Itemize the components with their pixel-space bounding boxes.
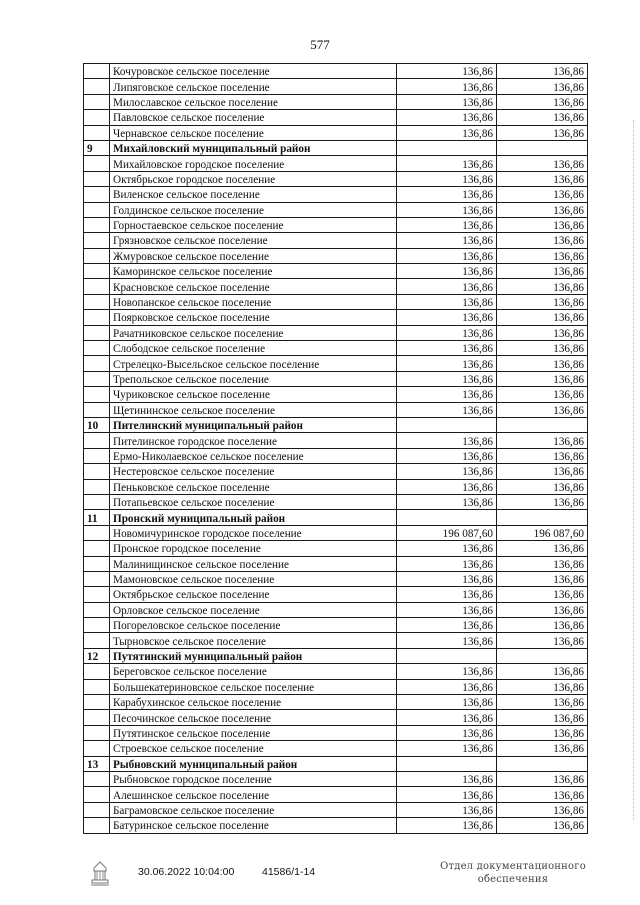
table-row (84, 279, 588, 294)
value-cell-2: 136,86 (497, 325, 588, 340)
row-number-cell (84, 525, 110, 540)
district-row (84, 756, 588, 771)
row-number-cell (84, 356, 110, 371)
page-footer (0, 858, 640, 898)
settlement-name-cell: Путятинское сельское поселение (110, 725, 397, 740)
table-row (84, 802, 588, 817)
row-number-cell (84, 217, 110, 232)
row-number-cell (84, 264, 110, 279)
table-row (84, 171, 588, 186)
value-cell-2: 136,86 (497, 587, 588, 602)
settlement-name-cell: Орловское сельское поселение (110, 602, 397, 617)
row-number-cell (84, 541, 110, 556)
table-row (84, 664, 588, 679)
value-cell-2: 136,86 (497, 741, 588, 756)
table-row (84, 618, 588, 633)
value-cell-1: 136,86 (397, 710, 497, 725)
value-cell-2: 136,86 (497, 356, 588, 371)
value-cell-1: 136,86 (397, 202, 497, 217)
value-cell-2: 136,86 (497, 94, 588, 109)
value-cell-1: 136,86 (397, 494, 497, 509)
settlement-name-cell: Карабухинское сельское поселение (110, 695, 397, 710)
value-cell-1: 136,86 (397, 171, 497, 186)
table-row (84, 587, 588, 602)
table-row (84, 294, 588, 309)
value-cell-2: 136,86 (497, 371, 588, 386)
row-number-cell (84, 202, 110, 217)
value-cell-1: 136,86 (397, 664, 497, 679)
row-number-cell (84, 156, 110, 171)
settlement-name-cell: Рыбновское городское поселение (110, 771, 397, 786)
value-cell-1: 196 087,60 (397, 525, 497, 540)
value-cell-2: 136,86 (497, 541, 588, 556)
value-cell-1: 136,86 (397, 125, 497, 140)
table-row (84, 233, 588, 248)
value-cell-1: 136,86 (397, 633, 497, 648)
row-number-cell (84, 679, 110, 694)
settlement-name-cell: Рыбновский муниципальный район (110, 756, 397, 771)
table-row (84, 248, 588, 263)
value-cell-1: 136,86 (397, 787, 497, 802)
value-cell-1: 136,86 (397, 587, 497, 602)
table-row (84, 556, 588, 571)
settlement-name-cell: Ермо-Николаевское сельское поселение (110, 448, 397, 463)
row-number-cell (84, 448, 110, 463)
table-row (84, 695, 588, 710)
settlement-name-cell: Стрелецко-Высельское сельское поселение (110, 356, 397, 371)
value-cell-2: 196 087,60 (497, 525, 588, 540)
value-cell-2: 136,86 (497, 695, 588, 710)
table-row (84, 525, 588, 540)
district-row (84, 417, 588, 432)
settlement-name-cell: Грязновское сельское поселение (110, 233, 397, 248)
table-row (84, 479, 588, 494)
row-number-cell (84, 248, 110, 263)
settlement-name-cell: Песочинское сельское поселение (110, 710, 397, 725)
value-cell-2 (497, 510, 588, 525)
settlement-name-cell: Михайловское городское поселение (110, 156, 397, 171)
value-cell-1: 136,86 (397, 233, 497, 248)
value-cell-1: 136,86 (397, 448, 497, 463)
department-line-1: Отдел документационного (440, 861, 586, 872)
page-number: 577 (310, 37, 330, 52)
value-cell-1: 136,86 (397, 402, 497, 417)
settlement-name-cell: Тырновское сельское поселение (110, 633, 397, 648)
value-cell-2: 136,86 (497, 571, 588, 586)
value-cell-2: 136,86 (497, 233, 588, 248)
value-cell-1: 136,86 (397, 371, 497, 386)
value-cell-2: 136,86 (497, 64, 588, 79)
value-cell-2: 136,86 (497, 310, 588, 325)
row-number-cell: 11 (84, 510, 110, 525)
settlement-name-cell: Кочуровское сельское поселение (110, 64, 397, 79)
department-stamp (420, 860, 606, 886)
row-number-cell (84, 94, 110, 109)
value-cell-2: 136,86 (497, 787, 588, 802)
settlement-name-cell: Павловское сельское поселение (110, 110, 397, 125)
row-number-cell: 13 (84, 756, 110, 771)
value-cell-1: 136,86 (397, 64, 497, 79)
value-cell-1: 136,86 (397, 217, 497, 232)
value-cell-2: 136,86 (497, 171, 588, 186)
table-row (84, 771, 588, 786)
value-cell-1: 136,86 (397, 310, 497, 325)
row-number-cell (84, 341, 110, 356)
value-cell-2: 136,86 (497, 156, 588, 171)
district-row (84, 140, 588, 155)
row-number-cell: 9 (84, 140, 110, 155)
row-number-cell (84, 233, 110, 248)
value-cell-2: 136,86 (497, 602, 588, 617)
row-number-cell (84, 771, 110, 786)
settlement-name-cell: Чернавское сельское поселение (110, 125, 397, 140)
document-number: 41586/1-14 (262, 866, 316, 878)
table-row (84, 741, 588, 756)
value-cell-2: 136,86 (497, 818, 588, 833)
table-row (84, 64, 588, 79)
value-cell-1: 136,86 (397, 771, 497, 786)
table-row (84, 371, 588, 386)
value-cell-1: 136,86 (397, 79, 497, 94)
settlement-name-cell: Путятинский муниципальный район (110, 648, 397, 663)
value-cell-1 (397, 417, 497, 432)
table-body (84, 64, 588, 834)
value-cell-1: 136,86 (397, 264, 497, 279)
row-number-cell (84, 279, 110, 294)
settlement-name-cell: Виленское сельское поселение (110, 187, 397, 202)
row-number-cell (84, 556, 110, 571)
row-number-cell (84, 587, 110, 602)
table-row (84, 541, 588, 556)
coat-of-arms-icon (88, 860, 112, 888)
value-cell-1: 136,86 (397, 818, 497, 833)
value-cell-2: 136,86 (497, 264, 588, 279)
table-row (84, 633, 588, 648)
value-cell-2: 136,86 (497, 433, 588, 448)
value-cell-1: 136,86 (397, 541, 497, 556)
value-cell-1: 136,86 (397, 464, 497, 479)
table-row (84, 202, 588, 217)
registration-datetime: 30.06.2022 10:04:00 (138, 866, 235, 878)
table-row (84, 187, 588, 202)
row-number-cell (84, 802, 110, 817)
table-row (84, 156, 588, 171)
settlement-name-cell: Каморинское сельское поселение (110, 264, 397, 279)
table-row (84, 217, 588, 232)
settlement-name-cell: Жмуровское сельское поселение (110, 248, 397, 263)
value-cell-1: 136,86 (397, 725, 497, 740)
value-cell-2: 136,86 (497, 187, 588, 202)
row-number-cell (84, 125, 110, 140)
value-cell-1 (397, 648, 497, 663)
row-number-cell (84, 187, 110, 202)
settlement-name-cell: Липяговское сельское поселение (110, 79, 397, 94)
settlement-name-cell: Рачатниковское сельское поселение (110, 325, 397, 340)
value-cell-1: 136,86 (397, 556, 497, 571)
value-cell-2: 136,86 (497, 402, 588, 417)
value-cell-1: 136,86 (397, 187, 497, 202)
row-number-cell (84, 325, 110, 340)
value-cell-1 (397, 140, 497, 155)
value-cell-2: 136,86 (497, 464, 588, 479)
value-cell-2: 136,86 (497, 679, 588, 694)
table-row (84, 94, 588, 109)
table-row (84, 494, 588, 509)
table-row (84, 433, 588, 448)
settlement-name-cell: Береговское сельское поселение (110, 664, 397, 679)
value-cell-1: 136,86 (397, 618, 497, 633)
table-row (84, 725, 588, 740)
value-cell-2: 136,86 (497, 633, 588, 648)
table-row (84, 79, 588, 94)
settlement-name-cell: Михайловский муниципальный район (110, 140, 397, 155)
value-cell-2: 136,86 (497, 217, 588, 232)
settlement-name-cell: Трепольское сельское поселение (110, 371, 397, 386)
row-number-cell (84, 787, 110, 802)
district-row (84, 510, 588, 525)
settlement-name-cell: Горностаевское сельское поселение (110, 217, 397, 232)
value-cell-1: 136,86 (397, 110, 497, 125)
value-cell-1 (397, 510, 497, 525)
row-number-cell (84, 664, 110, 679)
row-number-cell (84, 633, 110, 648)
value-cell-2: 136,86 (497, 479, 588, 494)
table-row (84, 110, 588, 125)
row-number-cell (84, 387, 110, 402)
value-cell-2: 136,86 (497, 725, 588, 740)
table-row (84, 325, 588, 340)
value-cell-1: 136,86 (397, 248, 497, 263)
value-cell-2: 136,86 (497, 664, 588, 679)
settlement-name-cell: Потапьевское сельское поселение (110, 494, 397, 509)
row-number-cell (84, 479, 110, 494)
value-cell-1: 136,86 (397, 325, 497, 340)
value-cell-1: 136,86 (397, 356, 497, 371)
table-row (84, 448, 588, 463)
table-row (84, 125, 588, 140)
table-row (84, 602, 588, 617)
table-row (84, 710, 588, 725)
data-table (83, 63, 588, 834)
value-cell-1: 136,86 (397, 802, 497, 817)
value-cell-1: 136,86 (397, 156, 497, 171)
table-row (84, 402, 588, 417)
row-number-cell: 12 (84, 648, 110, 663)
table-row (84, 387, 588, 402)
value-cell-2: 136,86 (497, 125, 588, 140)
settlement-name-cell: Щетининское сельское поселение (110, 402, 397, 417)
row-number-cell (84, 371, 110, 386)
settlement-name-cell: Красновское сельское поселение (110, 279, 397, 294)
row-number-cell (84, 464, 110, 479)
value-cell-1: 136,86 (397, 294, 497, 309)
value-cell-1: 136,86 (397, 387, 497, 402)
settlement-name-cell: Октябрьское городское поселение (110, 171, 397, 186)
settlement-name-cell: Малинищинское сельское поселение (110, 556, 397, 571)
value-cell-1: 136,86 (397, 341, 497, 356)
table-row (84, 310, 588, 325)
value-cell-1: 136,86 (397, 433, 497, 448)
value-cell-2: 136,86 (497, 618, 588, 633)
row-number-cell (84, 494, 110, 509)
settlement-name-cell: Большекатериновское сельское поселение (110, 679, 397, 694)
value-cell-2: 136,86 (497, 248, 588, 263)
value-cell-1: 136,86 (397, 94, 497, 109)
settlement-name-cell: Чуриковское сельское поселение (110, 387, 397, 402)
value-cell-1: 136,86 (397, 679, 497, 694)
value-cell-1: 136,86 (397, 741, 497, 756)
value-cell-1: 136,86 (397, 602, 497, 617)
settlement-name-cell: Октябрьское сельское поселение (110, 587, 397, 602)
settlement-name-cell: Пронский муниципальный район (110, 510, 397, 525)
value-cell-2 (497, 140, 588, 155)
row-number-cell (84, 64, 110, 79)
settlement-name-cell: Баграмовское сельское поселение (110, 802, 397, 817)
settlement-name-cell: Пителинское городское поселение (110, 433, 397, 448)
settlement-name-cell: Погореловское сельское поселение (110, 618, 397, 633)
value-cell-2: 136,86 (497, 771, 588, 786)
row-number-cell (84, 79, 110, 94)
settlement-name-cell: Мамоновское сельское поселение (110, 571, 397, 586)
row-number-cell (84, 402, 110, 417)
settlement-name-cell: Нестеровское сельское поселение (110, 464, 397, 479)
value-cell-2: 136,86 (497, 294, 588, 309)
department-line-2: обеспечения (477, 874, 549, 885)
value-cell-1 (397, 756, 497, 771)
row-number-cell (84, 602, 110, 617)
value-cell-1: 136,86 (397, 571, 497, 586)
value-cell-2: 136,86 (497, 279, 588, 294)
value-cell-2 (497, 648, 588, 663)
table-row (84, 264, 588, 279)
settlement-name-cell: Милославское сельское поселение (110, 94, 397, 109)
scan-edge-marks (630, 120, 634, 820)
table-row (84, 787, 588, 802)
settlement-name-cell: Поярковское сельское поселение (110, 310, 397, 325)
value-cell-2: 136,86 (497, 202, 588, 217)
settlement-name-cell: Алешинское сельское поселение (110, 787, 397, 802)
value-cell-2: 136,86 (497, 448, 588, 463)
row-number-cell (84, 294, 110, 309)
table-row (84, 356, 588, 371)
value-cell-1: 136,86 (397, 479, 497, 494)
value-cell-2: 136,86 (497, 494, 588, 509)
row-number-cell (84, 818, 110, 833)
table-row (84, 679, 588, 694)
row-number-cell (84, 433, 110, 448)
settlement-name-cell: Голдинское сельское поселение (110, 202, 397, 217)
row-number-cell (84, 310, 110, 325)
value-cell-2 (497, 756, 588, 771)
value-cell-2 (497, 417, 588, 432)
settlement-name-cell: Батуринское сельское поселение (110, 818, 397, 833)
settlement-name-cell: Пеньковское сельское поселение (110, 479, 397, 494)
settlement-name-cell: Слободское сельское поселение (110, 341, 397, 356)
value-cell-2: 136,86 (497, 387, 588, 402)
row-number-cell (84, 741, 110, 756)
row-number-cell (84, 710, 110, 725)
row-number-cell (84, 171, 110, 186)
value-cell-2: 136,86 (497, 556, 588, 571)
settlement-name-cell: Строевское сельское поселение (110, 741, 397, 756)
row-number-cell (84, 618, 110, 633)
value-cell-2: 136,86 (497, 341, 588, 356)
settlement-name-cell: Новопанское сельское поселение (110, 294, 397, 309)
row-number-cell: 10 (84, 417, 110, 432)
table-row (84, 341, 588, 356)
value-cell-2: 136,86 (497, 802, 588, 817)
table-row (84, 818, 588, 833)
row-number-cell (84, 571, 110, 586)
row-number-cell (84, 695, 110, 710)
district-row (84, 648, 588, 663)
settlement-name-cell: Пителинский муниципальный район (110, 417, 397, 432)
value-cell-2: 136,86 (497, 79, 588, 94)
value-cell-2: 136,86 (497, 110, 588, 125)
value-cell-2: 136,86 (497, 710, 588, 725)
value-cell-1: 136,86 (397, 279, 497, 294)
settlement-name-cell: Пронское городское поселение (110, 541, 397, 556)
table-row (84, 464, 588, 479)
value-cell-1: 136,86 (397, 695, 497, 710)
row-number-cell (84, 725, 110, 740)
table-row (84, 571, 588, 586)
row-number-cell (84, 110, 110, 125)
settlement-name-cell: Новомичуринское городское поселение (110, 525, 397, 540)
